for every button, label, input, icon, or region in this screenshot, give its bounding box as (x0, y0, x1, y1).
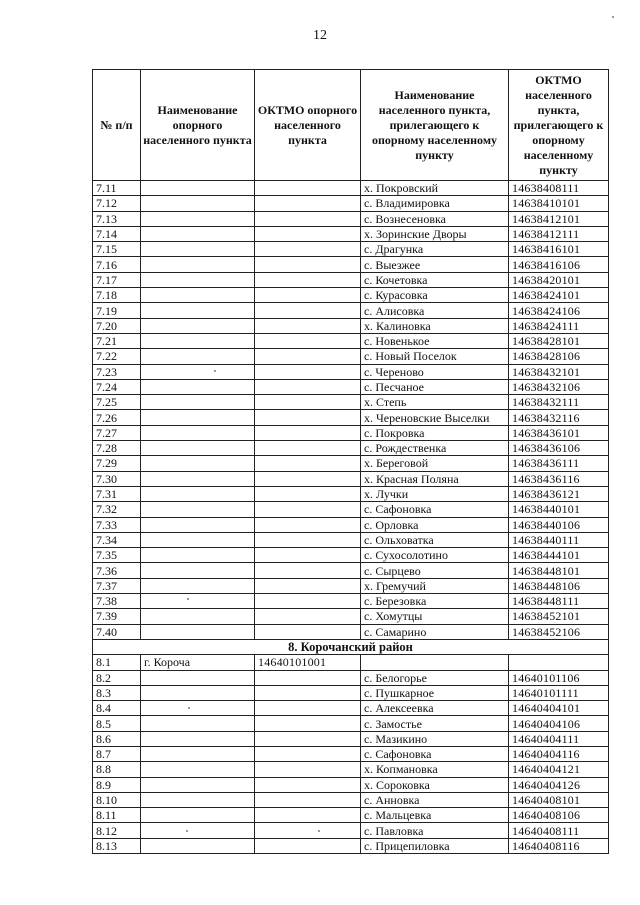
adjacent-settlement-name: с. Выезжее (361, 257, 509, 272)
adjacent-settlement-name: с. Белогорье (361, 670, 509, 685)
support-settlement-oktmo (255, 563, 361, 578)
support-settlement-name: г. Короча (141, 655, 255, 670)
support-settlement-name (141, 548, 255, 563)
support-settlement-name (141, 823, 255, 838)
support-settlement-name (141, 364, 255, 379)
adjacent-settlement-oktmo: 14638412101 (509, 211, 609, 226)
table-row (93, 486, 609, 501)
table-row (93, 808, 609, 823)
adjacent-settlement-oktmo: 14638444101 (509, 548, 609, 563)
adjacent-settlement-oktmo: 14638436116 (509, 471, 609, 486)
adjacent-settlement-name: х. Береговой (361, 456, 509, 471)
table-row (93, 609, 609, 624)
adjacent-settlement-name: х. Копмановка (361, 762, 509, 777)
support-settlement-name (141, 410, 255, 425)
row-number: 7.36 (93, 563, 141, 578)
support-settlement-name (141, 578, 255, 593)
row-number: 7.11 (93, 181, 141, 196)
adjacent-settlement-name: х. Лучки (361, 486, 509, 501)
adjacent-settlement-oktmo: 14638408111 (509, 181, 609, 196)
support-settlement-name (141, 318, 255, 333)
adjacent-settlement-name: х. Красная Поляна (361, 471, 509, 486)
adjacent-settlement-oktmo: 14638410101 (509, 196, 609, 211)
adjacent-settlement-name: с. Ольховатка (361, 532, 509, 547)
support-settlement-oktmo (255, 716, 361, 731)
adjacent-settlement-oktmo: 14640404126 (509, 777, 609, 792)
adjacent-settlement-name: с. Сафоновка (361, 502, 509, 517)
adjacent-settlement-name: с. Кочетовка (361, 272, 509, 287)
adjacent-settlement-oktmo: 14640404111 (509, 731, 609, 746)
adjacent-settlement-name: с. Вознесеновка (361, 211, 509, 226)
table-row (93, 288, 609, 303)
support-settlement-oktmo (255, 196, 361, 211)
adjacent-settlement-oktmo: 14638432106 (509, 379, 609, 394)
support-settlement-name (141, 425, 255, 440)
support-settlement-oktmo (255, 441, 361, 456)
adjacent-settlement-oktmo: 14638436111 (509, 456, 609, 471)
scan-speck (188, 707, 190, 709)
row-number: 7.20 (93, 318, 141, 333)
table-row (93, 364, 609, 379)
table-row (93, 456, 609, 471)
adjacent-settlement-oktmo: 14638428106 (509, 349, 609, 364)
support-settlement-name (141, 303, 255, 318)
table-row (93, 257, 609, 272)
adjacent-settlement-oktmo: 14638436106 (509, 441, 609, 456)
support-settlement-oktmo (255, 318, 361, 333)
support-settlement-oktmo (255, 731, 361, 746)
support-settlement-oktmo (255, 333, 361, 348)
row-number: 7.31 (93, 486, 141, 501)
row-number: 8.11 (93, 808, 141, 823)
table-row (93, 731, 609, 746)
table-row (93, 792, 609, 807)
table-row (93, 502, 609, 517)
row-number: 8.9 (93, 777, 141, 792)
section-heading: 8. Корочанский район (93, 639, 609, 654)
table-row (93, 333, 609, 348)
adjacent-settlement-name: с. Новенькое (361, 333, 509, 348)
support-settlement-name (141, 288, 255, 303)
support-settlement-oktmo (255, 303, 361, 318)
row-number: 8.2 (93, 670, 141, 685)
support-settlement-oktmo (255, 808, 361, 823)
adjacent-settlement-oktmo: 14640101111 (509, 685, 609, 700)
table-row (93, 548, 609, 563)
row-number: 8.3 (93, 685, 141, 700)
adjacent-settlement-name: х. Зоринские Дворы (361, 226, 509, 241)
support-settlement-oktmo (255, 410, 361, 425)
support-settlement-oktmo (255, 624, 361, 639)
table-row (93, 395, 609, 410)
adjacent-settlement-oktmo: 14638452106 (509, 624, 609, 639)
adjacent-settlement-name: с. Сырцево (361, 563, 509, 578)
support-settlement-name (141, 563, 255, 578)
table-row (93, 517, 609, 532)
support-settlement-oktmo (255, 288, 361, 303)
adjacent-settlement-name: с. Пушкарное (361, 685, 509, 700)
support-settlement-name (141, 471, 255, 486)
support-settlement-name (141, 762, 255, 777)
support-settlement-name (141, 746, 255, 761)
row-number: 7.37 (93, 578, 141, 593)
adjacent-settlement-oktmo: 14638432116 (509, 410, 609, 425)
adjacent-settlement-name: х. Покровский (361, 181, 509, 196)
adjacent-settlement-oktmo: 14638432111 (509, 395, 609, 410)
support-settlement-name (141, 181, 255, 196)
row-number: 7.32 (93, 502, 141, 517)
support-settlement-oktmo (255, 211, 361, 226)
table-row (93, 685, 609, 700)
support-settlement-name (141, 349, 255, 364)
adjacent-settlement-oktmo: 14638440106 (509, 517, 609, 532)
adjacent-settlement-name: с. Павловка (361, 823, 509, 838)
adjacent-settlement-oktmo: 14640404106 (509, 716, 609, 731)
table-row (93, 624, 609, 639)
table-header (93, 70, 609, 181)
support-settlement-oktmo (255, 594, 361, 609)
table-row (93, 777, 609, 792)
row-number: 7.40 (93, 624, 141, 639)
support-settlement-oktmo (255, 746, 361, 761)
support-settlement-name (141, 517, 255, 532)
support-settlement-name (141, 272, 255, 287)
row-number: 8.4 (93, 701, 141, 716)
support-settlement-name (141, 333, 255, 348)
adjacent-settlement-name: с. Самарино (361, 624, 509, 639)
row-number: 7.34 (93, 532, 141, 547)
row-number: 7.35 (93, 548, 141, 563)
support-settlement-name (141, 379, 255, 394)
support-settlement-name (141, 777, 255, 792)
support-settlement-name (141, 211, 255, 226)
row-number: 8.13 (93, 838, 141, 853)
support-settlement-name (141, 731, 255, 746)
row-number: 8.7 (93, 746, 141, 761)
adjacent-settlement-oktmo: 14638424106 (509, 303, 609, 318)
support-settlement-oktmo (255, 395, 361, 410)
table-row (93, 196, 609, 211)
table-row (93, 181, 609, 196)
support-settlement-oktmo (255, 838, 361, 853)
row-number: 7.22 (93, 349, 141, 364)
row-number: 7.13 (93, 211, 141, 226)
adjacent-settlement-name: с. Драгунка (361, 242, 509, 257)
support-settlement-oktmo (255, 486, 361, 501)
adjacent-settlement-oktmo: 14638440111 (509, 532, 609, 547)
adjacent-settlement-name: с. Алисовка (361, 303, 509, 318)
row-number: 7.16 (93, 257, 141, 272)
page-number: 12 (313, 28, 327, 43)
adjacent-settlement-oktmo (509, 655, 609, 670)
adjacent-settlement-name: с. Покровка (361, 425, 509, 440)
adjacent-settlement-oktmo: 14638436121 (509, 486, 609, 501)
scan-speck (214, 370, 216, 372)
support-settlement-name (141, 701, 255, 716)
table-row (93, 471, 609, 486)
support-settlement-name (141, 808, 255, 823)
row-number: 7.23 (93, 364, 141, 379)
support-settlement-oktmo (255, 364, 361, 379)
support-settlement-name (141, 441, 255, 456)
adjacent-settlement-name: с. Сафоновка (361, 746, 509, 761)
adjacent-settlement-name: с. Рождественка (361, 441, 509, 456)
row-number: 7.27 (93, 425, 141, 440)
support-settlement-oktmo (255, 517, 361, 532)
table-row (93, 823, 609, 838)
support-settlement-name (141, 594, 255, 609)
support-settlement-oktmo (255, 257, 361, 272)
adjacent-settlement-name: с. Орловка (361, 517, 509, 532)
adjacent-settlement-oktmo: 14638428101 (509, 333, 609, 348)
support-settlement-oktmo (255, 609, 361, 624)
adjacent-settlement-oktmo: 14640408111 (509, 823, 609, 838)
support-settlement-name (141, 685, 255, 700)
adjacent-settlement-name: с. Череново (361, 364, 509, 379)
adjacent-settlement-oktmo: 14638448101 (509, 563, 609, 578)
support-settlement-oktmo (255, 701, 361, 716)
support-settlement-oktmo (255, 532, 361, 547)
table-row (93, 410, 609, 425)
adjacent-settlement-name: с. Замостье (361, 716, 509, 731)
adjacent-settlement-oktmo: 14638440101 (509, 502, 609, 517)
row-number: 7.33 (93, 517, 141, 532)
header-adjacent-oktmo: ОКТМО населенного пункта, прилегающего к опорному населенному пункту (509, 70, 609, 181)
row-number: 7.29 (93, 456, 141, 471)
scan-speck (187, 598, 189, 600)
adjacent-settlement-name: х. Сороковка (361, 777, 509, 792)
row-number: 7.12 (93, 196, 141, 211)
table-row (93, 272, 609, 287)
support-settlement-oktmo (255, 425, 361, 440)
support-settlement-oktmo (255, 502, 361, 517)
row-number: 7.25 (93, 395, 141, 410)
table-row (93, 349, 609, 364)
section-heading-row (93, 639, 609, 654)
scan-speck (186, 830, 188, 832)
table-row (93, 379, 609, 394)
adjacent-settlement-name: х. Калиновка (361, 318, 509, 333)
row-number: 7.19 (93, 303, 141, 318)
row-number: 8.12 (93, 823, 141, 838)
table-row (93, 226, 609, 241)
support-settlement-oktmo (255, 272, 361, 287)
row-number: 7.39 (93, 609, 141, 624)
adjacent-settlement-oktmo: 14638436101 (509, 425, 609, 440)
table-row (93, 701, 609, 716)
scan-speck (612, 16, 614, 18)
adjacent-settlement-name: с. Анновка (361, 792, 509, 807)
support-settlement-oktmo (255, 685, 361, 700)
header-support-name: Наименование опорного населенного пункта (141, 70, 255, 181)
row-number: 8.10 (93, 792, 141, 807)
support-settlement-name (141, 716, 255, 731)
table-row (93, 242, 609, 257)
adjacent-settlement-name: х. Череновские Выселки (361, 410, 509, 425)
row-number: 7.38 (93, 594, 141, 609)
table-row (93, 578, 609, 593)
row-number: 8.1 (93, 655, 141, 670)
adjacent-settlement-oktmo: 14640101106 (509, 670, 609, 685)
support-settlement-oktmo (255, 456, 361, 471)
table-section-heading-group (93, 639, 609, 654)
settlements-table (92, 69, 609, 854)
adjacent-settlement-name: с. Курасовка (361, 288, 509, 303)
table-row (93, 746, 609, 761)
support-settlement-oktmo (255, 762, 361, 777)
support-settlement-name (141, 196, 255, 211)
support-settlement-name (141, 242, 255, 257)
row-number: 8.6 (93, 731, 141, 746)
adjacent-settlement-name: с. Мальцевка (361, 808, 509, 823)
adjacent-settlement-name: с. Мазикино (361, 731, 509, 746)
support-settlement-oktmo (255, 670, 361, 685)
adjacent-settlement-oktmo: 14638420101 (509, 272, 609, 287)
row-number: 7.15 (93, 242, 141, 257)
adjacent-settlement-oktmo: 14638412111 (509, 226, 609, 241)
table-row (93, 532, 609, 547)
table-body-section-7 (93, 181, 609, 640)
table-row (93, 441, 609, 456)
table-row (93, 594, 609, 609)
adjacent-settlement-name: х. Гремучий (361, 578, 509, 593)
table-row (93, 838, 609, 853)
support-settlement-name (141, 838, 255, 853)
support-settlement-oktmo (255, 242, 361, 257)
adjacent-settlement-name: с. Владимировка (361, 196, 509, 211)
row-number: 7.18 (93, 288, 141, 303)
row-number: 7.28 (93, 441, 141, 456)
support-settlement-oktmo (255, 777, 361, 792)
table-row (93, 425, 609, 440)
table-row (93, 563, 609, 578)
support-settlement-name (141, 792, 255, 807)
support-settlement-oktmo (255, 379, 361, 394)
table-row (93, 762, 609, 777)
row-number: 8.8 (93, 762, 141, 777)
row-number: 7.17 (93, 272, 141, 287)
table-row (93, 655, 609, 670)
adjacent-settlement-oktmo: 14640404116 (509, 746, 609, 761)
support-settlement-name (141, 456, 255, 471)
row-number: 7.14 (93, 226, 141, 241)
table-row (93, 716, 609, 731)
header-num: № п/п (93, 70, 141, 181)
adjacent-settlement-name: с. Алексеевка (361, 701, 509, 716)
adjacent-settlement-oktmo: 14638424111 (509, 318, 609, 333)
support-settlement-name (141, 226, 255, 241)
adjacent-settlement-name: х. Степь (361, 395, 509, 410)
support-settlement-oktmo (255, 349, 361, 364)
table-row (93, 670, 609, 685)
header-support-oktmo: ОКТМО опорного населенного пункта (255, 70, 361, 181)
row-number: 7.30 (93, 471, 141, 486)
adjacent-settlement-oktmo: 14638432101 (509, 364, 609, 379)
support-settlement-oktmo (255, 578, 361, 593)
support-settlement-oktmo (255, 226, 361, 241)
table-row (93, 303, 609, 318)
adjacent-settlement-oktmo: 14638452101 (509, 609, 609, 624)
support-settlement-name (141, 257, 255, 272)
adjacent-settlement-oktmo: 14640408101 (509, 792, 609, 807)
row-number: 7.24 (93, 379, 141, 394)
support-settlement-name (141, 532, 255, 547)
table-row (93, 318, 609, 333)
support-settlement-oktmo (255, 548, 361, 563)
table-body-section-8 (93, 655, 609, 854)
adjacent-settlement-name (361, 655, 509, 670)
support-settlement-name (141, 395, 255, 410)
row-number: 8.5 (93, 716, 141, 731)
support-settlement-oktmo: 14640101001 (255, 655, 361, 670)
adjacent-settlement-name: с. Новый Поселок (361, 349, 509, 364)
adjacent-settlement-oktmo: 14638448111 (509, 594, 609, 609)
adjacent-settlement-oktmo: 14638416106 (509, 257, 609, 272)
support-settlement-name (141, 624, 255, 639)
support-settlement-oktmo (255, 792, 361, 807)
adjacent-settlement-oktmo: 14638416101 (509, 242, 609, 257)
adjacent-settlement-name: с. Сухосолотино (361, 548, 509, 563)
adjacent-settlement-oktmo: 14638448106 (509, 578, 609, 593)
support-settlement-oktmo (255, 181, 361, 196)
scan-speck (318, 830, 320, 832)
row-number: 7.21 (93, 333, 141, 348)
adjacent-settlement-oktmo: 14638424101 (509, 288, 609, 303)
adjacent-settlement-oktmo: 14640408116 (509, 838, 609, 853)
table-row (93, 211, 609, 226)
adjacent-settlement-name: с. Прицепиловка (361, 838, 509, 853)
support-settlement-oktmo (255, 823, 361, 838)
support-settlement-name (141, 670, 255, 685)
adjacent-settlement-oktmo: 14640404121 (509, 762, 609, 777)
adjacent-settlement-name: с. Березовка (361, 594, 509, 609)
row-number: 7.26 (93, 410, 141, 425)
support-settlement-name (141, 609, 255, 624)
header-adjacent-name: Наименование населенного пункта, прилегающего к опорному населенному пункту (361, 70, 509, 181)
adjacent-settlement-oktmo: 14640408106 (509, 808, 609, 823)
support-settlement-name (141, 486, 255, 501)
adjacent-settlement-name: с. Хомутцы (361, 609, 509, 624)
adjacent-settlement-name: с. Песчаное (361, 379, 509, 394)
support-settlement-name (141, 502, 255, 517)
adjacent-settlement-oktmo: 14640404101 (509, 701, 609, 716)
support-settlement-oktmo (255, 471, 361, 486)
